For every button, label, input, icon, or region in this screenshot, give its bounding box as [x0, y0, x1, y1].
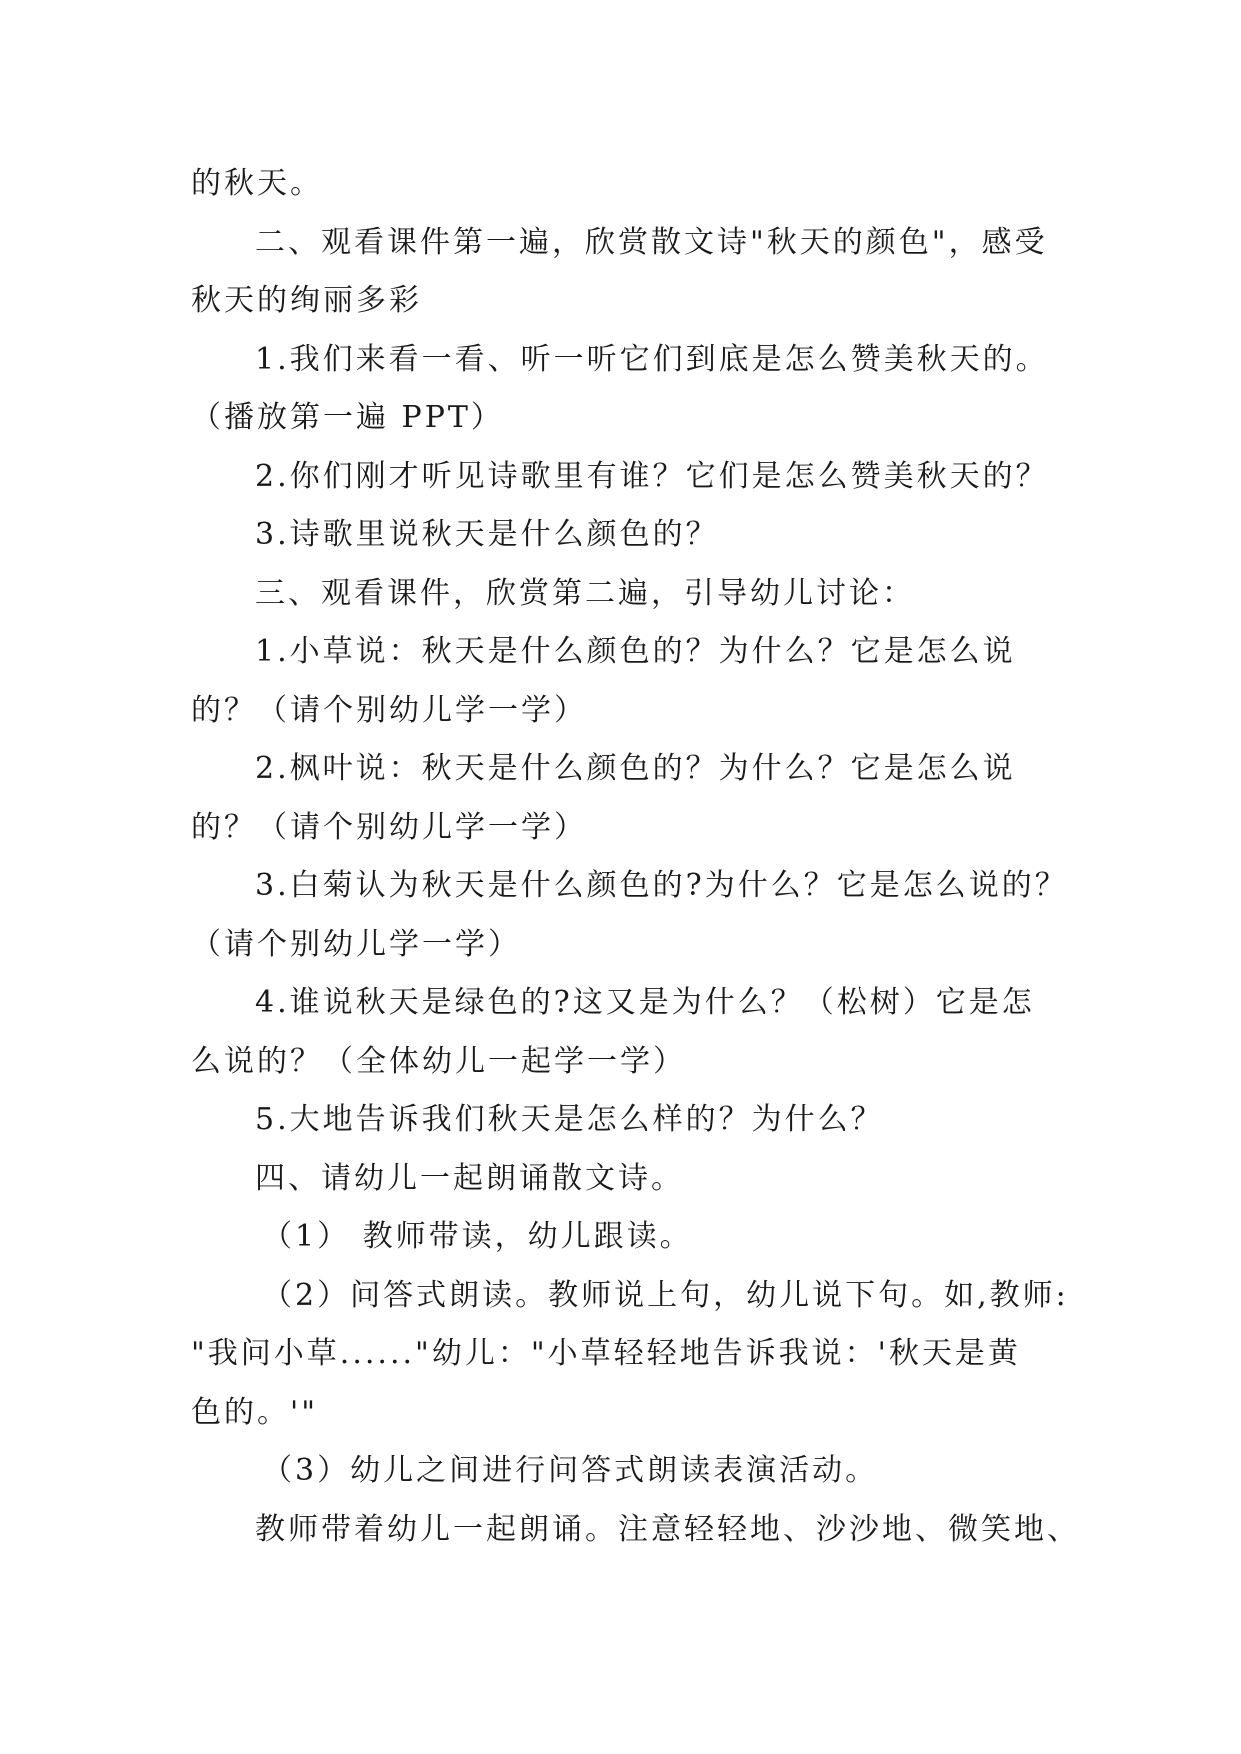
list-item: 2.枫叶说：秋天是什么颜色的？为什么？它是怎么说 [255, 751, 1016, 786]
text-line: 么说的？（全体幼儿一起学一学） [191, 1044, 686, 1079]
list-item: 1.小草说：秋天是什么颜色的？为什么？它是怎么说 [255, 634, 1016, 669]
text-line: 色的。'" [191, 1395, 319, 1430]
text-line: 的？（请个别幼儿学一学） [191, 810, 587, 845]
text-line: （请个别幼儿学一学） [191, 927, 521, 962]
list-item: 4.谁说秋天是绿色的?这又是为什么？（松树）它是怎 [255, 985, 1035, 1020]
text-line: 秋天的绚丽多彩 [191, 283, 422, 318]
text-line: "我问小草......"幼儿："小草轻轻地告诉我说：'秋天是黄 [191, 1336, 1021, 1371]
list-item: 5.大地告诉我们秋天是怎么样的？为什么？ [255, 1102, 884, 1137]
section-heading: 三、观看课件，欣赏第二遍，引导幼儿讨论： [255, 576, 915, 611]
list-item: （2）问答式朗读。教师说上句，幼儿说下句。如,教师: [262, 1278, 1069, 1313]
list-item: 1.我们来看一看、听一听它们到底是怎么赞美秋天的。 [255, 342, 1049, 377]
list-item: 2.你们刚才听见诗歌里有谁？它们是怎么赞美秋天的？ [255, 459, 1049, 494]
text-line: 的秋天。 [191, 166, 323, 201]
list-item: 3.白菊认为秋天是什么颜色的?为什么？它是怎么说的？ [255, 868, 1068, 903]
list-item: （1） 教师带读，幼儿跟读。 [262, 1219, 693, 1254]
text-line: （播放第一遍 PPT） [191, 400, 504, 435]
list-item: （3）幼儿之间进行问答式朗读表演活动。 [262, 1453, 879, 1488]
text-line: 教师带着幼儿一起朗诵。注意轻轻地、沙沙地、微笑地、 [255, 1512, 1080, 1547]
text-line: 的？（请个别幼儿学一学） [191, 693, 587, 728]
section-heading: 二、观看课件第一遍，欣赏散文诗"秋天的颜色"，感受 [255, 225, 1048, 260]
section-heading: 四、请幼儿一起朗诵散文诗。 [255, 1161, 684, 1196]
list-item: 3.诗歌里说秋天是什么颜色的？ [255, 517, 719, 552]
